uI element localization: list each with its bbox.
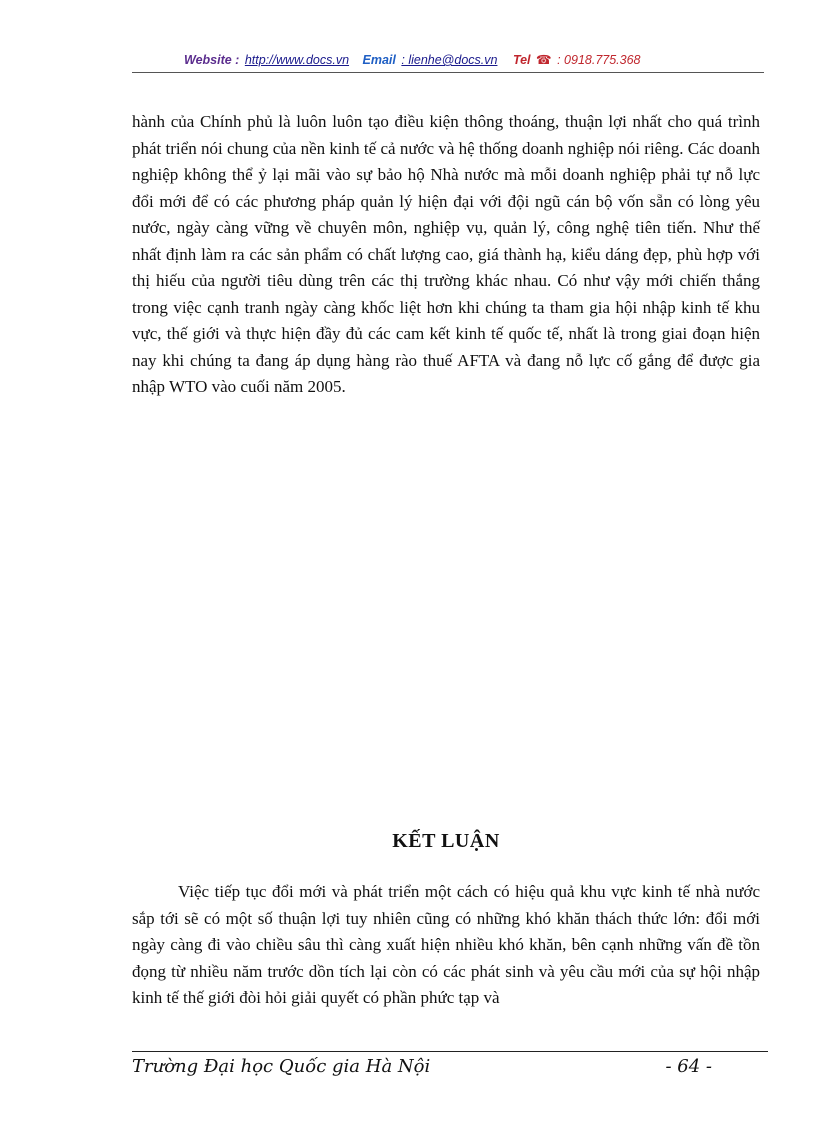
phone-icon: ☎ <box>536 53 552 67</box>
section-heading: KẾT LUẬN <box>392 830 500 852</box>
header-contact-line <box>184 52 641 67</box>
email-label: Email <box>362 53 396 67</box>
footer-school-name: Trường Đại học Quốc gia Hà Nội <box>132 1056 431 1077</box>
tel-label: Tel <box>512 53 531 67</box>
website-link[interactable]: http://www.docs.vn <box>244 53 350 67</box>
page-footer <box>132 1056 712 1078</box>
page-header <box>132 50 764 73</box>
email-link[interactable]: : lienhe@docs.vn <box>401 53 498 67</box>
page-number: - 64 - <box>665 1056 712 1077</box>
body-paragraph-2 <box>132 879 760 1012</box>
paragraph-text: Việc tiếp tục đổi mới và phát triển một cách có hiệu quả khu vực kinh tế nhà nước sắp tới sẽ có một số thuận lợi tuy nhiên cũng có những khó khăn thách thức lớn: đổi mới ngày càng đi vào chiều sâu thì càng xuất hiện nhiều khó khăn, bên cạnh những vấn đề tồn đọng từ nhiều năm trước dồn tích lại còn có các phát sinh và yêu cầu mới của sự hội nhập kinh tế thế giới đòi hỏi giải quyết có phần phức tạp và <box>132 882 760 1007</box>
footer-divider <box>132 1051 768 1052</box>
tel-value: : 0918.775.368 <box>557 53 641 67</box>
website-label: Website : <box>184 53 240 67</box>
paragraph-text: hành của Chính phủ là luôn luôn tạo điều kiện thông thoáng, thuận lợi nhất cho quá trình phát triển nói chung của nền kinh tế cả nước và hệ thống doanh nghiệp nói riêng. Các doanh nghiệp không thể ỷ lại mãi vào sự bảo hộ Nhà nước mà mỗi doanh nghiệp phải tự nỗ lực đổi mới để có các phương pháp quản lý hiện đại với đội ngũ cán bộ vốn sẵn có lòng yêu nước, ngày càng vững về chuyên môn, nghiệp vụ, quản lý, công nghệ tiên tiến. Như thế nhất định làm ra các sản phẩm có chất lượng cao, giá thành hạ, kiểu dáng đẹp, phù hợp với thị hiếu của người tiêu dùng trên các thị trường khác nhau. Có như vậy mới chiến thắng trong việc cạnh tranh ngày càng khốc liệt hơn khi chúng ta tham gia hội nhập kinh tế khu vực, thế giới và thực hiện đầy đủ các cam kết kinh tế quốc tế, nhất là trong giai đoạn hiện nay khi chúng ta đang áp dụng hàng rào thuế AFTA và đang nỗ lực cố gắng để được gia nhập WTO vào cuối năm 2005. <box>132 112 760 396</box>
body-paragraph-1 <box>132 109 760 401</box>
